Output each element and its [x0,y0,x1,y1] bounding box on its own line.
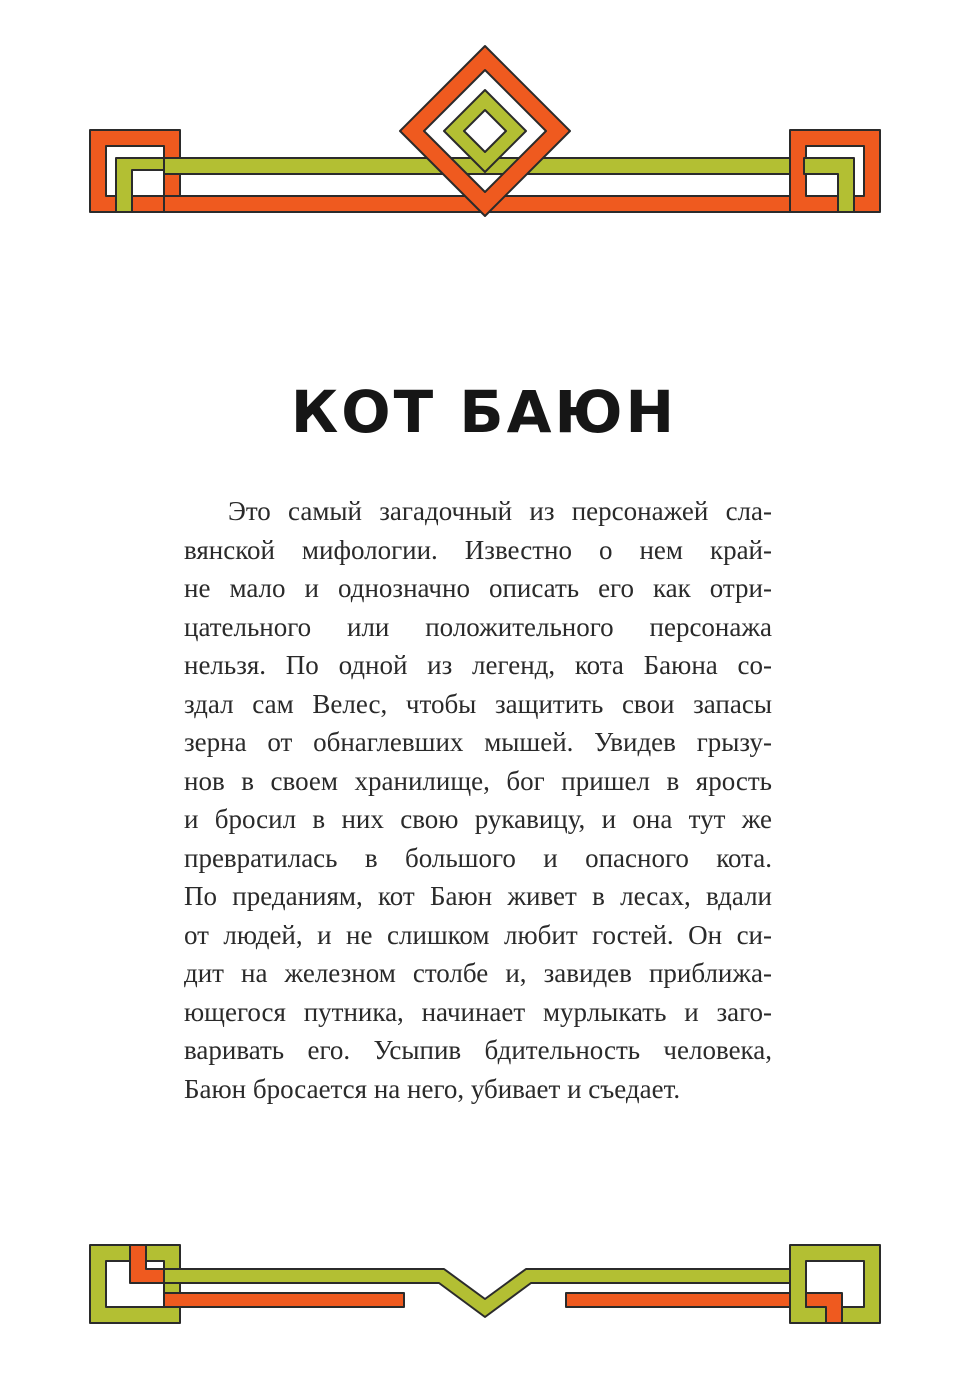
orange-bar-bottom [164,1293,404,1307]
orange-bar-bottom-right [566,1293,806,1307]
text-line: нов в своем хранилище, бог пришел в ярость [184,765,772,796]
text-line: ющегося путника, начинает мурлыкать и заго- [184,996,772,1027]
text-line: Это самый загадочный из персонажей сла- [228,496,772,526]
text-line: здал сам Велес, чтобы защитить свои запасы [184,688,772,719]
text-line: и бросил в них свою рукавицу, и она тут же [184,804,772,834]
bottom-ornament [80,1235,890,1325]
text-line: нельзя. По одной из легенд, кота Баюна со- [184,650,772,680]
text-line: от людей, и не слишком любит гостей. Он си- [184,919,772,950]
text-line: дит на железном столбе и, завидев приближа- [184,958,772,988]
body-paragraph [184,492,772,1108]
text-line: не мало и однозначно описать его как отри- [184,573,772,603]
text-line: превратилась в большого и опасного кота. [184,842,772,873]
text-line: По преданиям, кот Баюн живет в лесах, вдали [184,881,772,911]
text-line: Баюн бросается на него, убивает и съедает. [184,1073,681,1104]
text-line: вянской мифологии. Известно о нем край- [184,534,772,565]
text-line: цательного или положительного персонажа [184,611,772,642]
text-line: зерна от обнаглевших мышей. Увидев грызу- [184,727,772,757]
text-line: варивать его. Усыпив бдительность человека, [184,1035,772,1065]
page-title: КОТ БАЮН [290,378,678,446]
center-orange-diamond [400,46,570,216]
top-ornament [80,40,890,230]
